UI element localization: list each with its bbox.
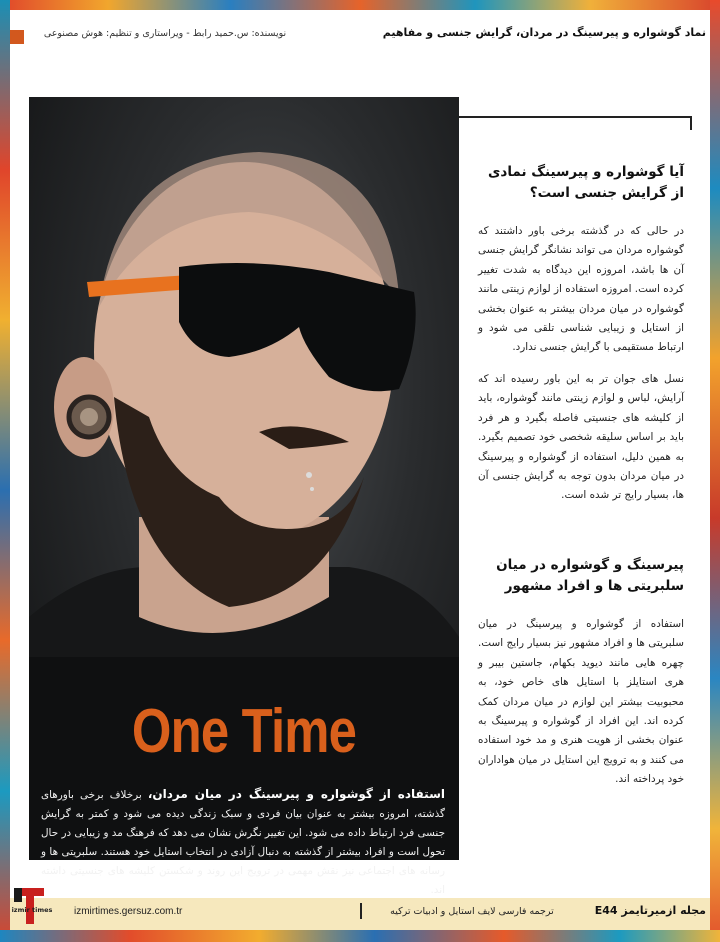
ear-gauge-center	[80, 408, 98, 426]
photo-caption	[41, 785, 445, 900]
article-paragraph-2: نسل های جوان تر به این باور رسیده اند که آرایش، لباس و لوازم زینتی مانند گوشواره، باید از کلیشه های جنسیتی فاصله بگیرد و هر فرد باید بر اساس سلیقه شخصی خود تصمیم بگیرد. به همین دلیل، استفاده از گوشواره و پیرسینگ در میان مردان بدون توجه به گرایش جنسی آن ها، بسیار رایج تر شده است.	[478, 373, 684, 502]
overlay-title: One Time	[131, 697, 357, 766]
column-rule-top	[459, 116, 691, 118]
izmir-times-logo	[12, 884, 46, 926]
lip-piercing-2	[310, 487, 314, 491]
footer-separator	[360, 903, 362, 919]
footer-url[interactable]: izmirtimes.gersuz.com.tr	[74, 906, 183, 917]
article-paragraph-3: استفاده از گوشواره و پیرسینگ در میان سلبریتی ها و افراد مشهور نیز بسیار رایج است. چهره هایی مانند دیوید بکهام، جاستین بیبر و هری استایلز با استایل های خاص خود، به محبوبیت بیشتر این لوازم در میان مردان کمک کرده اند. این افراد از گوشواره و پیرسینگ به عنوان بخشی از هویت هنری و مد خود استفاده می کنند و به ترویج این استایل در میان هواداران خود پرداخته اند.	[478, 618, 684, 786]
decorative-frame-right	[710, 0, 720, 942]
photo-caption-lead: استفاده از گوشواره و پیرسینگ در میان مردان،	[147, 787, 445, 801]
page-title: نماد گوشواره و پیرسینگ در مردان، گرایش جنسی و مفاهیم	[382, 26, 706, 39]
article-heading-2: پیرسینگ و گوشواره در میان سلبریتی ها و افراد مشهور	[496, 557, 684, 594]
decorative-frame-bottom	[0, 930, 720, 942]
lip-piercing	[306, 472, 312, 478]
logo-text: izmir times	[11, 906, 53, 914]
column-rule-right	[690, 116, 692, 130]
header-credits: نویسنده: س.حمید رابط - ویراستاری و تنظیم: هوش مصنوعی	[43, 28, 287, 39]
decorative-frame-left	[0, 0, 10, 942]
article-heading-1: آیا گوشواره و پیرسینگ نمادی از گرایش جنسی است؟	[488, 164, 684, 201]
magazine-issue: مجله ازمیرتایمز E44	[594, 904, 706, 917]
decorative-frame-top	[0, 0, 720, 10]
header-accent-square	[10, 30, 24, 44]
article-paragraph-1: در حالی که در گذشته برخی باور داشتند که گوشواره مردان می تواند نشانگر گرایش جنسی آن ها باشد، امروزه این دیدگاه به شدت تغییر کرده است. امروزه استفاده از لوازم زینتی مانند گوشواره در میان مردان بیشتر به عنوان بخشی از استایل و زیبایی شناسی تلقی می شود و ارتباط مستقیمی با گرایش جنسی ندارد.	[478, 225, 684, 354]
article-photo	[29, 97, 459, 896]
photo-caption-body: برخلاف برخی باورهای گذشته، امروزه بیشتر به عنوان بیان فردی و سبک زندگی دیده می شود و کمتر به گرایش جنسی فرد ارتباط داده می شود. این تغییر نگرش نشان می دهد که فرهنگ مد و زیبایی در حال تحول است و افراد بیشتر از گذشته به دنبال آزادی در انتخاب استایل خود هستند. سلبریتی ها و رسانه های اجتماعی نیز نقش مهمی در ترویج این روند و شکستن کلیشه های جنسیتی داشته اند.	[41, 789, 445, 896]
footer-subtitle: ترجمه فارسی لایف استایل و ادبیات ترکیه	[390, 906, 554, 917]
